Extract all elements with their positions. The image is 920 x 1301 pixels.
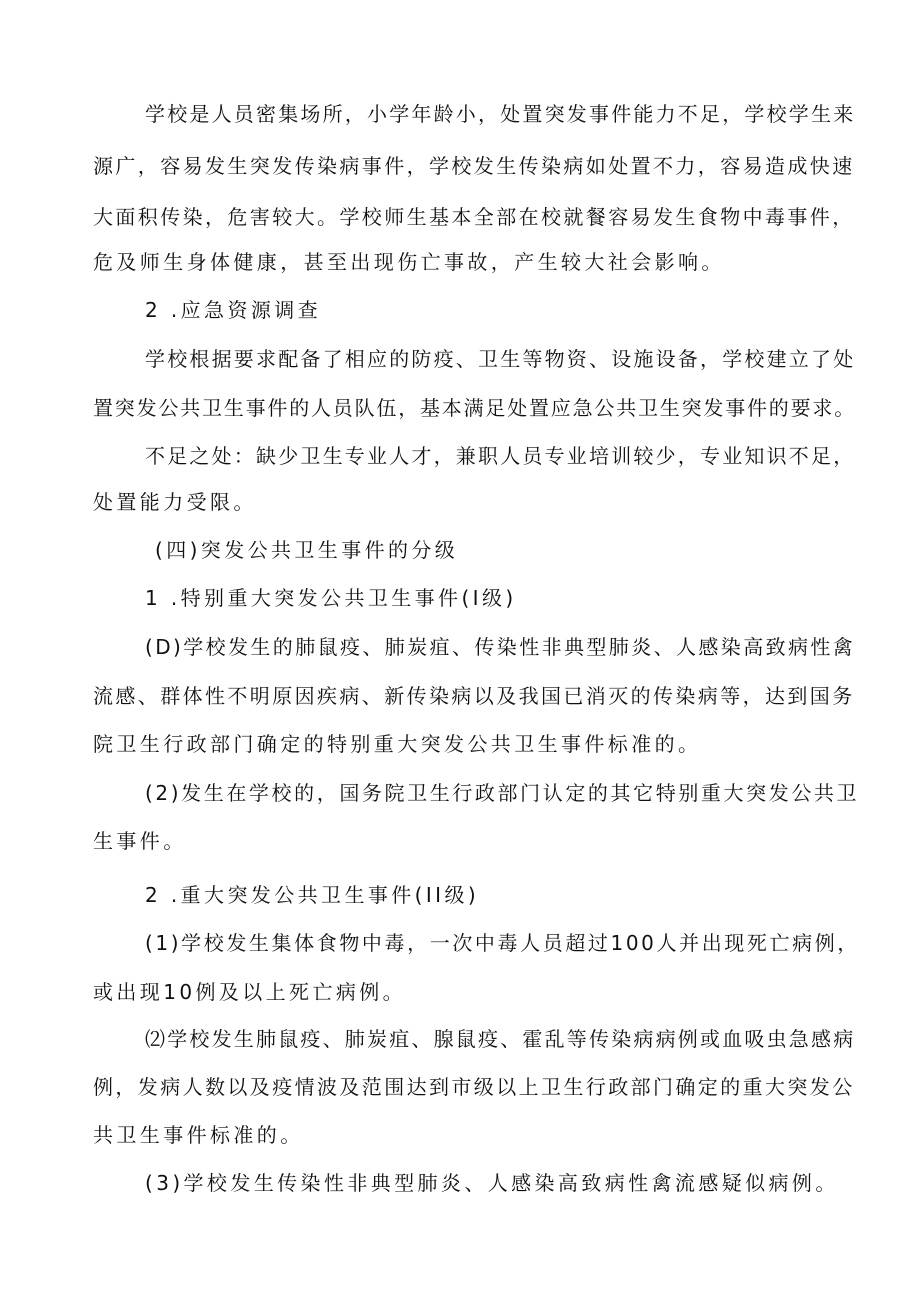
paragraph-line: 危及师生身体健康，甚至出现伤亡事故，产生较大社会影响。 — [93, 250, 725, 274]
section-heading: 2 .重大突发公共卫生事件(II级) — [145, 883, 480, 907]
paragraph-line: 学校是人员密集场所，小学年龄小，处置突发事件能力不足，学校学生来 — [145, 102, 856, 126]
paragraph-line: 源广，容易发生突发传染病事件，学校发生传染病如处置不力，容易造成快速 — [93, 154, 855, 178]
paragraph-line: 不足之处：缺少卫生专业人才，兼职人员专业培训较少，专业知识不足， — [145, 444, 856, 468]
paragraph-line: (D)学校发生的肺鼠疫、肺炭疽、传染性非典型肺炎、人感染高致病性禽 — [145, 635, 856, 659]
paragraph-line: 学校根据要求配备了相应的防疫、卫生等物资、设施设备，学校建立了处 — [145, 347, 856, 371]
paragraph-line: (1)学校发生集体食物中毒，一次中毒人员超过100人并出现死亡病例， — [145, 931, 860, 955]
paragraph-line: 大面积传染，危害较大。学校师生基本全部在校就餐容易发生食物中毒事件， — [93, 205, 855, 229]
paragraph-line: 或出现10例及以上死亡病例。 — [93, 980, 407, 1004]
section-heading: 1 .特别重大突发公共卫生事件(I级) — [145, 586, 517, 610]
paragraph-line: 流感、群体性不明原因疾病、新传染病以及我国已消灭的传染病等，达到国务 — [93, 684, 855, 708]
paragraph-line: 共卫生事件标准的。 — [93, 1123, 304, 1147]
paragraph-line: (2)发生在学校的，国务院卫生行政部门认定的其它特别重大突发公共卫 — [145, 781, 860, 805]
section-heading: (四)突发公共卫生事件的分级 — [155, 538, 459, 562]
paragraph-line: ⑵学校发生肺鼠疫、肺炭疽、腺鼠疫、霍乱等传染病病例或血吸虫急感病 — [145, 1027, 856, 1051]
paragraph-line: 例，发病人数以及疫情波及范围达到市级以上卫生行政部门确定的重大突发公 — [93, 1075, 855, 1099]
paragraph-line: 置突发公共卫生事件的人员队伍，基本满足处置应急公共卫生突发事件的要求。 — [93, 396, 856, 420]
paragraph-line: 处置能力受限。 — [93, 490, 257, 514]
paragraph-line: 院卫生行政部门确定的特别重大突发公共卫生事件标准的。 — [93, 732, 702, 756]
paragraph-line: 生事件。 — [93, 829, 187, 853]
section-heading: 2 .应急资源调查 — [145, 298, 322, 322]
paragraph-line: (3)学校发生传染性非典型肺炎、人感染高致病性禽流感疑似病例。 — [145, 1171, 839, 1195]
